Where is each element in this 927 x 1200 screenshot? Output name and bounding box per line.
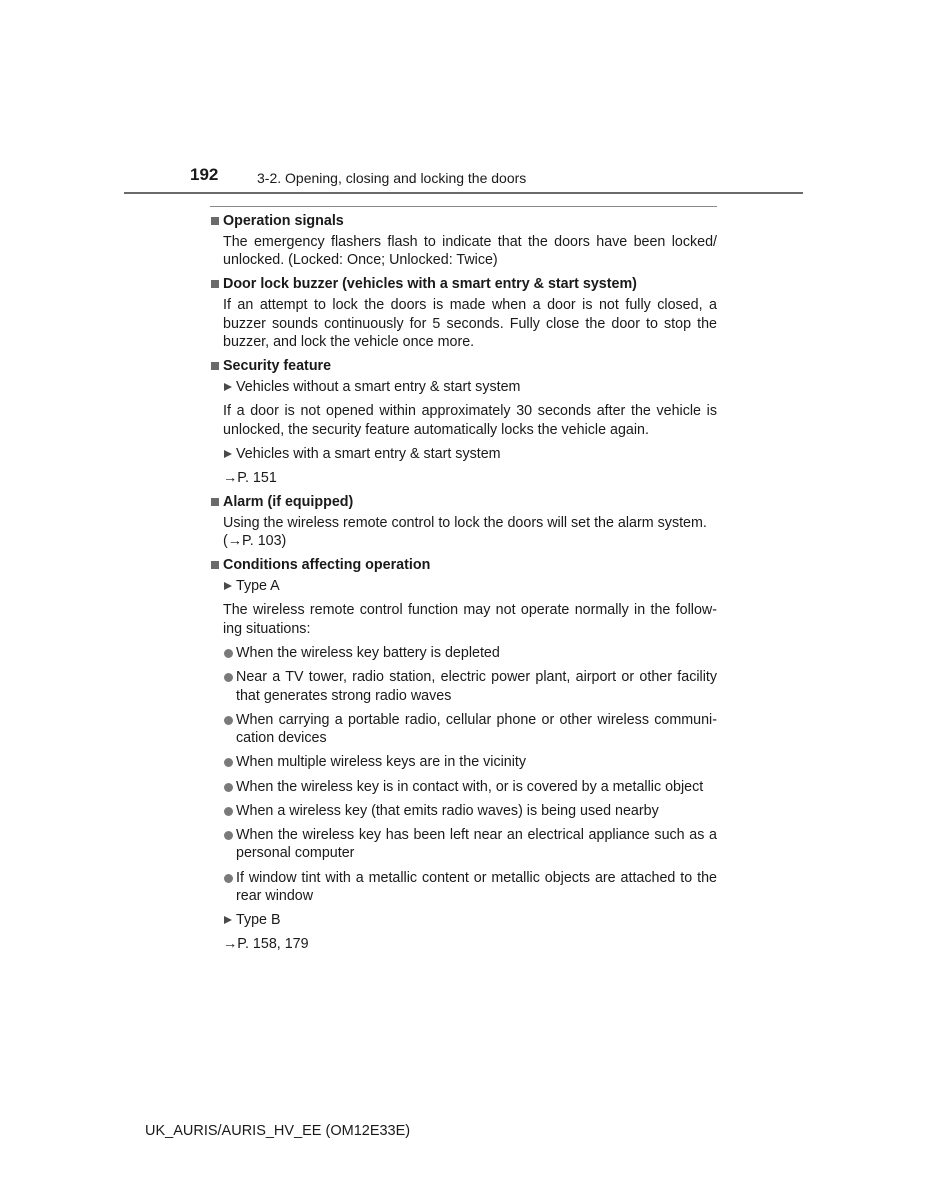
list-item-text: When carrying a portable radio, cellular phone or other wireless communi-cation devices bbox=[236, 711, 717, 747]
subheading-label: Vehicles without a smart entry & start system bbox=[236, 378, 521, 395]
list-item-text: If window tint with a metallic content or metallic objects are attached to the rear window bbox=[236, 869, 717, 905]
round-bullet-icon bbox=[224, 874, 233, 883]
list-item-text: When the wireless key battery is depleted bbox=[236, 644, 500, 661]
triangle-right-icon bbox=[224, 450, 232, 458]
list-item-text: When a wireless key (that emits radio waves) is being used nearby bbox=[236, 802, 659, 819]
list-item bbox=[223, 826, 717, 863]
round-bullet-icon bbox=[224, 831, 233, 840]
security-feature-text: If a door is not opened within approximately 30 seconds after the vehicle is unlocked, the security feature automatically locks the vehicle again. bbox=[223, 403, 717, 438]
type-a-text: The wireless remote control function may not operate normally in the follow-ing situations: bbox=[223, 602, 717, 637]
list-item bbox=[223, 869, 717, 906]
round-bullet-icon bbox=[224, 783, 233, 792]
heading-operation-signals bbox=[210, 212, 717, 230]
round-bullet-icon bbox=[224, 649, 233, 658]
heading-label: Operation signals bbox=[223, 213, 344, 229]
alarm-text: Using the wireless remote control to lock the doors will set the alarm system. (→P. 103) bbox=[223, 514, 707, 550]
square-bullet-icon bbox=[211, 362, 219, 370]
operation-signals-text: The emergency flashers flash to indicate that the doors have been locked/ unlocked. (Locked: Once; Unlocked: Twice) bbox=[223, 233, 717, 269]
square-bullet-icon bbox=[211, 280, 219, 288]
round-bullet-icon bbox=[224, 758, 233, 767]
header-divider bbox=[124, 192, 803, 194]
square-bullet-icon bbox=[211, 498, 219, 506]
page-content bbox=[210, 212, 717, 954]
list-item-text: Near a TV tower, radio station, electric power plant, airport or other facility that generates strong radio waves bbox=[236, 669, 717, 704]
subheading-label: Type A bbox=[236, 578, 280, 595]
list-item-text: When multiple wireless keys are in the vicinity bbox=[236, 754, 527, 771]
document-code: UK_AURIS/AURIS_HV_EE (OM12E33E) bbox=[145, 1123, 411, 1139]
list-item-text: When the wireless key is in contact with, or is covered by a metallic object bbox=[236, 778, 704, 795]
round-bullet-icon bbox=[224, 716, 233, 725]
triangle-right-icon bbox=[224, 916, 232, 924]
subheading-label: Type B bbox=[236, 912, 281, 929]
content-divider bbox=[210, 206, 717, 207]
subheading-label: Vehicles with a smart entry & start system bbox=[236, 445, 501, 462]
square-bullet-icon bbox=[211, 561, 219, 569]
heading-alarm bbox=[210, 493, 717, 511]
heading-security-feature bbox=[210, 357, 717, 375]
page-reference-link[interactable]: →P. 151 bbox=[223, 469, 277, 486]
subheading-without-smart-entry bbox=[223, 378, 717, 396]
subheading-with-smart-entry bbox=[223, 445, 717, 463]
heading-label: Conditions affecting operation bbox=[223, 557, 431, 574]
square-bullet-icon bbox=[211, 217, 219, 225]
list-item-text: When the wireless key has been left near an electrical appliance such as a personal computer bbox=[236, 827, 717, 862]
subheading-type-b bbox=[223, 911, 717, 929]
page-number: 192 bbox=[190, 165, 219, 184]
page-reference-link[interactable]: →P. 158, 179 bbox=[223, 936, 309, 953]
section-title: 3-2. Opening, closing and locking the doors bbox=[257, 170, 527, 186]
list-item bbox=[223, 802, 717, 820]
triangle-right-icon bbox=[224, 383, 232, 391]
heading-label: Door lock buzzer (vehicles with a smart entry & start system) bbox=[223, 276, 637, 293]
list-item bbox=[223, 778, 717, 796]
list-item bbox=[223, 644, 717, 662]
list-item bbox=[223, 668, 717, 705]
round-bullet-icon bbox=[224, 673, 233, 682]
triangle-right-icon bbox=[224, 582, 232, 590]
subheading-type-a bbox=[223, 577, 717, 595]
door-lock-buzzer-text: If an attempt to lock the doors is made when a door is not fully closed, a buzzer sounds continuously for 5 seconds. Fully close the door to stop the buzzer, and lock the vehicle once more. bbox=[223, 297, 717, 351]
heading-label: Alarm (if equipped) bbox=[223, 493, 354, 510]
list-item bbox=[223, 711, 717, 748]
round-bullet-icon bbox=[224, 807, 233, 816]
list-item bbox=[223, 753, 717, 771]
heading-conditions bbox=[210, 556, 717, 574]
heading-door-lock-buzzer bbox=[210, 275, 717, 293]
heading-label: Security feature bbox=[223, 358, 332, 375]
